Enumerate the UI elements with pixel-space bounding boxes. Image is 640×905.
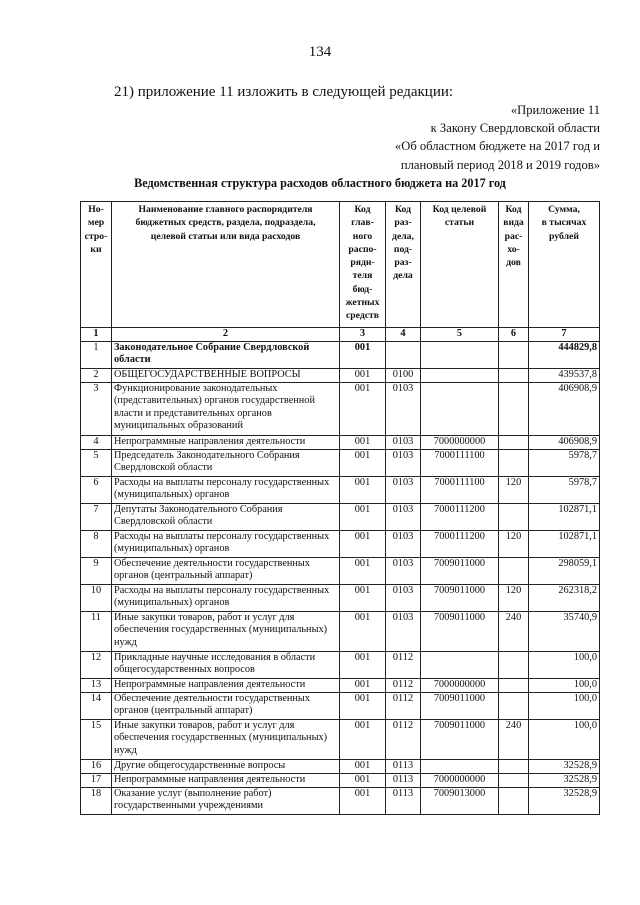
sum-cell: 35740,9: [529, 611, 600, 651]
table-body: [81, 341, 600, 814]
manager-code-cell: 001: [340, 368, 386, 382]
manager-code-cell: 001: [340, 611, 386, 651]
sum-cell: 100,0: [529, 719, 600, 759]
sum-cell: 406908,9: [529, 382, 600, 435]
table-row: [81, 382, 600, 435]
target-code-cell: [421, 382, 499, 435]
header-row: [81, 202, 600, 328]
manager-code-cell: 001: [340, 719, 386, 759]
target-code-cell: [421, 368, 499, 382]
kind-code-cell: [499, 341, 529, 368]
table-row: [81, 678, 600, 692]
section-code-cell: 0112: [386, 678, 421, 692]
table-row: [81, 584, 600, 611]
table-row: [81, 368, 600, 382]
section-code-cell: 0103: [386, 611, 421, 651]
manager-code-cell: 001: [340, 530, 386, 557]
kind-code-cell: [499, 382, 529, 435]
section-code-cell: 0113: [386, 759, 421, 773]
manager-code-cell: 001: [340, 341, 386, 368]
expense-name-cell: Расходы на выплаты персоналу государственных (муниципальных) органов: [112, 530, 340, 557]
section-code-cell: [386, 341, 421, 368]
manager-code-cell: 001: [340, 584, 386, 611]
appendix-line: «Приложение 11: [510, 103, 600, 117]
table-row: [81, 692, 600, 719]
sum-cell: 5978,7: [529, 476, 600, 503]
column-number: 5: [421, 328, 499, 342]
kind-code-cell: [499, 678, 529, 692]
target-code-cell: 7009011000: [421, 584, 499, 611]
row-number-cell: 12: [81, 651, 112, 678]
section-code-cell: 0103: [386, 503, 421, 530]
kind-code-cell: [499, 692, 529, 719]
manager-code-cell: 001: [340, 503, 386, 530]
row-number-cell: 13: [81, 678, 112, 692]
header-row-number: Но- мер стро- ки: [81, 202, 112, 328]
column-number: 6: [499, 328, 529, 342]
kind-code-cell: [499, 368, 529, 382]
section-code-cell: 0103: [386, 435, 421, 449]
expense-name-cell: ОБЩЕГОСУДАРСТВЕННЫЕ ВОПРОСЫ: [112, 368, 340, 382]
section-code-cell: 0113: [386, 787, 421, 814]
sum-cell: 32528,9: [529, 787, 600, 814]
manager-code-cell: 001: [340, 773, 386, 787]
table-row: [81, 651, 600, 678]
expense-name-cell: Председатель Законодательного Собрания Свердловской области: [112, 449, 340, 476]
table-row: [81, 557, 600, 584]
table-row: [81, 503, 600, 530]
appendix-line: плановый период 2018 и 2019 годов»: [400, 157, 600, 172]
header-target-code: Код целевой статьи: [421, 202, 499, 328]
appendix-line: «Об областном бюджете на 2017 год и: [394, 139, 600, 154]
expense-name-cell: Иные закупки товаров, работ и услуг для обеспечения государственных (муниципальных) нужд: [112, 719, 340, 759]
column-number: 2: [112, 328, 340, 342]
section-code-cell: 0112: [386, 651, 421, 678]
expense-name-cell: Непрограммные направления деятельности: [112, 773, 340, 787]
target-code-cell: 7000000000: [421, 435, 499, 449]
appendix-line: к Закону Свердловской области: [430, 121, 600, 136]
kind-code-cell: 120: [499, 476, 529, 503]
sum-cell: 262318,2: [529, 584, 600, 611]
target-code-cell: 7009011000: [421, 557, 499, 584]
section-code-cell: 0103: [386, 530, 421, 557]
amendment-instruction: 21) приложение 11 изложить в следующей редакции:: [114, 84, 454, 100]
header-name: Наименование главного распорядителя бюджетных средств, раздела, подраздела, целевой статьи или вида расходов: [112, 202, 340, 328]
expense-name-cell: Иные закупки товаров, работ и услуг для обеспечения государственных (муниципальных) нужд: [112, 611, 340, 651]
budget-table: [80, 201, 600, 815]
header-section-code: Код раз- дела, под- раз- дела: [386, 202, 421, 328]
section-code-cell: 0113: [386, 773, 421, 787]
section-code-cell: 0103: [386, 449, 421, 476]
section-code-cell: 0112: [386, 719, 421, 759]
manager-code-cell: 001: [340, 651, 386, 678]
header-sum: Сумма, в тысячах рублей: [529, 202, 600, 328]
target-code-cell: [421, 341, 499, 368]
column-number: 4: [386, 328, 421, 342]
section-code-cell: 0103: [386, 476, 421, 503]
expense-name-cell: Расходы на выплаты персоналу государственных (муниципальных) органов: [112, 584, 340, 611]
target-code-cell: 7009011000: [421, 611, 499, 651]
manager-code-cell: 001: [340, 692, 386, 719]
target-code-cell: 7000000000: [421, 773, 499, 787]
kind-code-cell: 120: [499, 530, 529, 557]
kind-code-cell: [499, 449, 529, 476]
column-number: 1: [81, 328, 112, 342]
section-code-cell: 0103: [386, 382, 421, 435]
target-code-cell: 7009013000: [421, 787, 499, 814]
column-number: 3: [340, 328, 386, 342]
target-code-cell: 7000000000: [421, 678, 499, 692]
row-number-cell: 17: [81, 773, 112, 787]
manager-code-cell: 001: [340, 759, 386, 773]
kind-code-cell: [499, 773, 529, 787]
row-number-cell: 7: [81, 503, 112, 530]
sum-cell: 102871,1: [529, 530, 600, 557]
target-code-cell: 7000111100: [421, 476, 499, 503]
sum-cell: 406908,9: [529, 435, 600, 449]
kind-code-cell: 120: [499, 584, 529, 611]
manager-code-cell: 001: [340, 678, 386, 692]
expense-name-cell: Расходы на выплаты персоналу государственных (муниципальных) органов: [112, 476, 340, 503]
sum-cell: 5978,7: [529, 449, 600, 476]
manager-code-cell: 001: [340, 449, 386, 476]
table-row: [81, 773, 600, 787]
sum-cell: 439537,8: [529, 368, 600, 382]
target-code-cell: 7000111200: [421, 503, 499, 530]
target-code-cell: 7009011000: [421, 719, 499, 759]
expense-name-cell: Функционирование законодательных (представительных) органов государственной власти и представительных органов муниципальных образований: [112, 382, 340, 435]
expense-name-cell: Обеспечение деятельности государственных органов (центральный аппарат): [112, 692, 340, 719]
target-code-cell: 7000111200: [421, 530, 499, 557]
sum-cell: 100,0: [529, 692, 600, 719]
target-code-cell: [421, 759, 499, 773]
page-number: 134: [308, 44, 332, 60]
target-code-cell: 7009011000: [421, 692, 499, 719]
target-code-cell: [421, 651, 499, 678]
target-code-cell: 7000111100: [421, 449, 499, 476]
sum-cell: 32528,9: [529, 773, 600, 787]
table-row: [81, 719, 600, 759]
manager-code-cell: 001: [340, 557, 386, 584]
kind-code-cell: [499, 503, 529, 530]
kind-code-cell: [499, 787, 529, 814]
section-code-cell: 0103: [386, 584, 421, 611]
table-row: [81, 530, 600, 557]
kind-code-cell: [499, 435, 529, 449]
sum-cell: 32528,9: [529, 759, 600, 773]
table-row: [81, 476, 600, 503]
sum-cell: 100,0: [529, 651, 600, 678]
kind-code-cell: 240: [499, 611, 529, 651]
manager-code-cell: 001: [340, 382, 386, 435]
kind-code-cell: [499, 557, 529, 584]
table-row: [81, 435, 600, 449]
expense-name-cell: Оказание услуг (выполнение работ) государственными учреждениями: [112, 787, 340, 814]
table-row: [81, 759, 600, 773]
expense-name-cell: Прикладные научные исследования в области общегосударственных вопросов: [112, 651, 340, 678]
row-number-cell: 11: [81, 611, 112, 651]
header-manager-code: Код глав- ного распо- ряди- теля бюд- жетных средств: [340, 202, 386, 328]
expense-name-cell: Другие общегосударственные вопросы: [112, 759, 340, 773]
manager-code-cell: 001: [340, 476, 386, 503]
column-number: 7: [529, 328, 600, 342]
row-number-cell: 10: [81, 584, 112, 611]
expense-name-cell: Законодательное Собрание Свердловской области: [112, 341, 340, 368]
row-number-cell: 8: [81, 530, 112, 557]
row-number-cell: 14: [81, 692, 112, 719]
row-number-cell: 1: [81, 341, 112, 368]
table-row: [81, 449, 600, 476]
column-number-row: [81, 328, 600, 342]
section-code-cell: 0100: [386, 368, 421, 382]
manager-code-cell: 001: [340, 435, 386, 449]
row-number-cell: 9: [81, 557, 112, 584]
appendix-heading: [395, 101, 600, 174]
kind-code-cell: [499, 651, 529, 678]
table-row: [81, 611, 600, 651]
manager-code-cell: 001: [340, 787, 386, 814]
section-code-cell: 0112: [386, 692, 421, 719]
expense-name-cell: Непрограммные направления деятельности: [112, 435, 340, 449]
table-title: Ведомственная структура расходов областного бюджета на 2017 год: [134, 176, 506, 190]
section-code-cell: 0103: [386, 557, 421, 584]
expense-name-cell: Депутаты Законодательного Собрания Свердловской области: [112, 503, 340, 530]
row-number-cell: 18: [81, 787, 112, 814]
table-row: [81, 787, 600, 814]
row-number-cell: 3: [81, 382, 112, 435]
kind-code-cell: [499, 759, 529, 773]
row-number-cell: 6: [81, 476, 112, 503]
row-number-cell: 5: [81, 449, 112, 476]
table-row: [81, 341, 600, 368]
row-number-cell: 2: [81, 368, 112, 382]
kind-code-cell: 240: [499, 719, 529, 759]
row-number-cell: 4: [81, 435, 112, 449]
expense-name-cell: Непрограммные направления деятельности: [112, 678, 340, 692]
row-number-cell: 16: [81, 759, 112, 773]
sum-cell: 100,0: [529, 678, 600, 692]
sum-cell: 298059,1: [529, 557, 600, 584]
header-kind-code: Код вида рас- хо- дов: [499, 202, 529, 328]
sum-cell: 102871,1: [529, 503, 600, 530]
expense-name-cell: Обеспечение деятельности государственных органов (центральный аппарат): [112, 557, 340, 584]
row-number-cell: 15: [81, 719, 112, 759]
sum-cell: 444829,8: [529, 341, 600, 368]
